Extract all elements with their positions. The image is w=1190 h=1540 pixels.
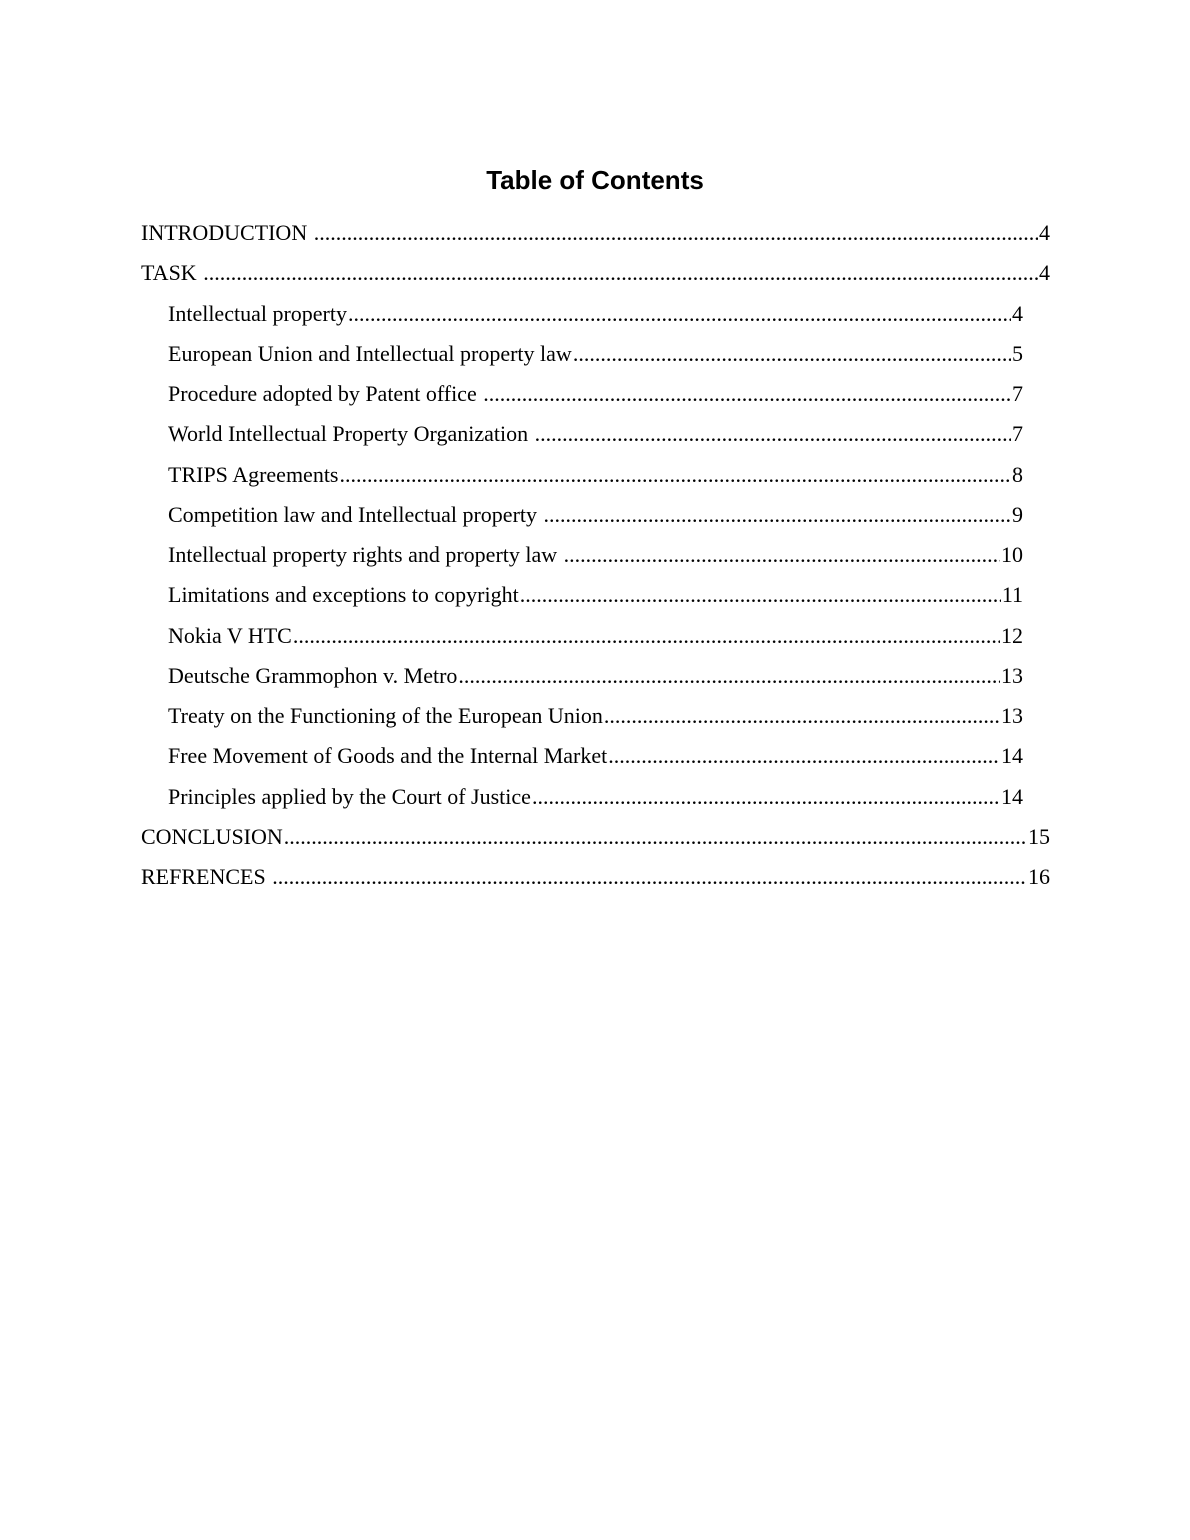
toc-page-number: 4 xyxy=(1039,260,1050,286)
toc-entry-label: CONCLUSION xyxy=(141,823,283,849)
toc-entry[interactable] xyxy=(168,299,1023,329)
toc-page-number: 8 xyxy=(1012,461,1023,487)
toc-entry[interactable] xyxy=(168,621,1023,651)
toc-entry-label: REFRENCES xyxy=(141,864,272,889)
toc-entry-label: TASK xyxy=(141,260,203,286)
toc-dot-leader xyxy=(348,299,1011,329)
toc-dot-leader xyxy=(544,500,1011,530)
toc-entry-label: Intellectual property rights and property law xyxy=(168,542,563,567)
toc-dot-leader xyxy=(608,741,1000,771)
toc-page-number: 14 xyxy=(1001,743,1023,769)
toc-dot-leader xyxy=(564,540,1000,570)
toc-entry[interactable] xyxy=(168,419,1023,449)
toc-entry[interactable] xyxy=(168,460,1023,490)
toc-page-number: 4 xyxy=(1039,220,1050,245)
toc-page-number: 15 xyxy=(1028,823,1050,849)
toc-entry[interactable] xyxy=(168,661,1023,691)
toc-dot-leader xyxy=(520,580,1001,610)
toc-page-number: 12 xyxy=(1001,622,1023,648)
toc-entry-label: Principles applied by the Court of Justice xyxy=(168,783,531,809)
toc-entry[interactable] xyxy=(168,741,1023,771)
toc-entry[interactable] xyxy=(168,379,1023,409)
toc-dot-leader xyxy=(535,419,1011,449)
toc-dot-leader xyxy=(272,862,1027,892)
toc-dot-leader xyxy=(284,822,1027,852)
toc-dot-leader xyxy=(293,621,1000,651)
toc-entry-label: World Intellectual Property Organization xyxy=(168,421,534,447)
toc-entry-label: Free Movement of Goods and the Internal Market xyxy=(168,743,608,769)
toc-entry-label: Treaty on the Functioning of the European Union xyxy=(168,703,603,728)
toc-dot-leader xyxy=(573,339,1011,369)
toc-entry[interactable] xyxy=(168,701,1023,731)
toc-title: Table of Contents xyxy=(486,165,704,195)
toc-entry-label: Deutsche Grammophon v. Metro xyxy=(168,662,458,688)
toc-page-number: 13 xyxy=(1001,703,1023,728)
toc-entry-label: Nokia V HTC xyxy=(168,622,292,648)
toc-page-number: 10 xyxy=(1001,542,1023,567)
toc-entry-label: Competition law and Intellectual property xyxy=(168,501,543,527)
toc-entry[interactable] xyxy=(168,580,1023,610)
toc-page-number: 13 xyxy=(1001,662,1023,688)
toc-entry-label: TRIPS Agreements xyxy=(168,461,339,487)
toc-entry[interactable] xyxy=(168,782,1023,812)
toc-dot-leader xyxy=(604,701,1000,731)
toc-entry-label: INTRODUCTION xyxy=(141,220,313,245)
toc-page-number: 16 xyxy=(1028,864,1050,889)
toc-entry[interactable] xyxy=(168,540,1023,570)
toc-dot-leader xyxy=(314,218,1038,248)
toc-entry[interactable] xyxy=(168,500,1023,530)
toc-entry-label: Procedure adopted by Patent office xyxy=(168,381,483,406)
toc-dot-leader xyxy=(203,258,1038,288)
toc-page-number: 11 xyxy=(1001,582,1023,608)
toc-dot-leader xyxy=(340,460,1012,490)
toc-entry[interactable] xyxy=(141,822,1050,852)
toc-page-number: 7 xyxy=(1012,421,1023,447)
toc-page-number: 14 xyxy=(1001,783,1023,809)
toc-entry-label: European Union and Intellectual property law xyxy=(168,340,572,366)
toc-entry-label: Limitations and exceptions to copyright xyxy=(168,582,519,608)
toc-page-number: 9 xyxy=(1012,501,1023,527)
toc-page-number: 5 xyxy=(1012,340,1023,366)
toc-page-number: 4 xyxy=(1012,300,1023,326)
toc-entry[interactable] xyxy=(141,218,1050,248)
toc-dot-leader xyxy=(532,782,1000,812)
toc-entry[interactable] xyxy=(141,258,1050,288)
toc-page-number: 7 xyxy=(1012,381,1023,406)
toc-dot-leader xyxy=(458,661,1000,691)
toc-entry-label: Intellectual property xyxy=(168,300,347,326)
toc-entry[interactable] xyxy=(168,339,1023,369)
toc-entry[interactable] xyxy=(141,862,1050,892)
toc-dot-leader xyxy=(483,379,1011,409)
